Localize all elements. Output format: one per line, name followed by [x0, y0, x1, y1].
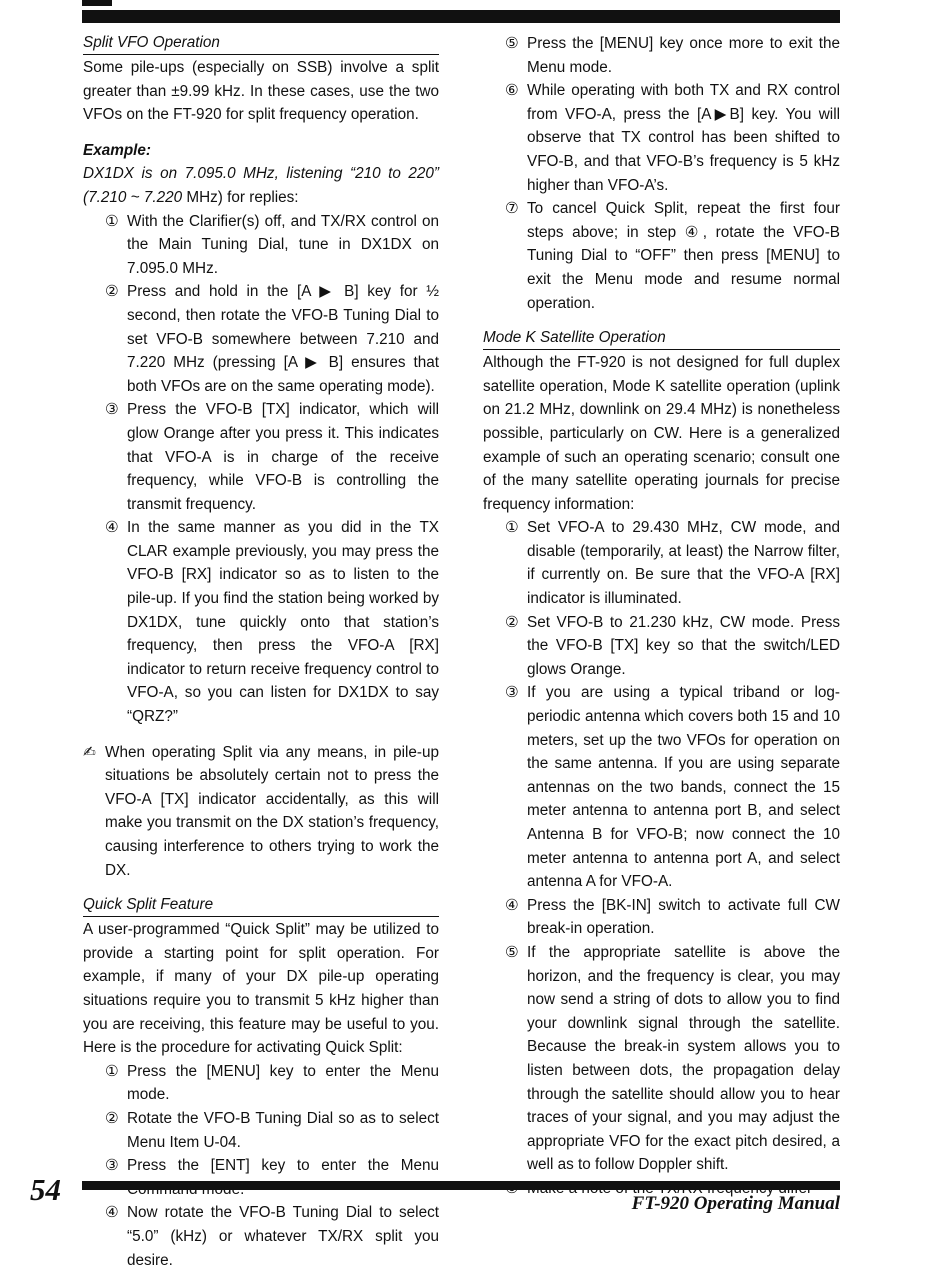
step-number: ④ — [105, 1204, 119, 1222]
step-text: Press the [ENT] key to enter the Menu — [127, 1157, 439, 1175]
footer-rule — [82, 1181, 840, 1190]
example-tail: MHz) for replies: — [182, 188, 299, 206]
step-text: While operating with both TX and RX control from VFO-A, press the [A▶B] key. You will observe that TX control has been shifted to VFO-B, and that VFO-B’s frequency is 5 kHz higher than VFO-A’s. — [527, 82, 840, 194]
mode-k-intro: Although the FT-920 is not designed for full duplex satellite operation, Mode K satellite operation (uplink on 21.2 MHz, downlink on 29.4 MHz) is nonetheless possible, particularly on CW. Here is a generalized example of such an operating scenario; consult one of the many satellite operating journals for precise frequency information: — [483, 354, 840, 513]
step-text: Press the [MENU] key to enter the Menu mode. — [127, 1062, 439, 1104]
list-item — [105, 398, 439, 516]
step-text: To cancel Quick Split, repeat the first four steps above; in step ④, rotate the VFO-B Tuning Dial to “OFF” then press [MENU] to exit the Menu mode and resume normal operation. — [527, 200, 840, 312]
list-item — [505, 79, 840, 197]
step-text: Press and hold in the [A ▶ B] key for ½ second, then rotate the VFO-B Tuning Dial to set VFO-B somewhere between 7.210 and 7.220 MHz (pressing [A ▶ B] ensures that both VFOs are on the same operating mode). — [127, 283, 439, 395]
step-text: Set VFO-A to 29.430 MHz, CW mode, and disable (temporarily, at least) the Narrow filter, if currently on. Be sure that the VFO-A [RX] indicator is illuminated. — [527, 519, 840, 608]
note-text: When operating Split via any means, in pile-up situations be absolutely certain not to press the VFO-A [TX] indicator accidentally, as this will make you transmit on the DX station’s frequency, causing interference to others trying to work the DX. — [105, 743, 439, 879]
step-text: Press the [BK-IN] switch to activate full CW break-in operation. — [527, 896, 840, 938]
right-column — [483, 32, 840, 1201]
step-number: ② — [505, 613, 519, 631]
example-text — [83, 162, 439, 209]
step-number: ⑤ — [505, 943, 519, 961]
example-italic: DX1DX is on 7.095.0 MHz, listening “210 to 220” (7.210 ~ 7.220 — [83, 165, 439, 206]
quick-split-heading: Quick Split Feature — [83, 894, 439, 917]
list-item — [105, 1154, 439, 1201]
list-item — [105, 1107, 439, 1154]
split-note — [83, 741, 439, 883]
split-vfo-heading: Split VFO Operation — [83, 32, 439, 55]
step-number: ② — [105, 1109, 119, 1127]
step-number: ① — [505, 519, 519, 537]
step-text: Press the [MENU] key once more to exit the Menu mode. — [527, 35, 840, 76]
split-vfo-intro: Some pile-ups (especially on SSB) involve a split greater than ±9.99 kHz. In these cases, use the two VFOs on the FT-920 for split frequency operation. — [83, 59, 439, 124]
step-text: With the Clarifier(s) off, and TX/RX control on the Main Tuning Dial, tune in DX1DX on 7.095.0 MHz. — [127, 212, 439, 277]
example-label: Example: — [83, 141, 152, 159]
step-text: If the appropriate satellite is above the horizon, and the frequency is clear, you may now send a string of dots to allow you to find your downlink signal through the satellite. Because the break-in system allows you to listen between dots, the propagation delay through the satellite should allow you to hear traces of your signal, and you may adjust the appropriate VFO for the exact pitch desired, a well as to follow Doppler shift. — [527, 943, 840, 1174]
step-number: ⑥ — [505, 82, 519, 100]
left-column — [83, 32, 439, 1272]
step-number: ④ — [105, 519, 119, 537]
step-text: Press the VFO-B [TX] indicator, which will glow Orange after you press it. This indicates that VFO-A is in charge of the receive frequency, while VFO-B is controlling the transmit frequency. — [127, 401, 439, 513]
quick-split-steps — [83, 1060, 439, 1272]
step-number: ⑤ — [505, 35, 519, 52]
step-number: ② — [105, 283, 119, 301]
step-text: Rotate the VFO-B Tuning Dial so as to select Menu Item U-04. — [127, 1109, 439, 1151]
header-rule — [82, 10, 840, 23]
page-number: 54 — [30, 1172, 61, 1207]
list-item — [505, 197, 840, 315]
split-steps — [83, 210, 439, 729]
step-number: ① — [105, 212, 119, 230]
list-item — [505, 516, 840, 610]
step-text: If you are using a typical triband or log-periodic antenna which covers both 15 and 10 meters, set up the two VFOs for operation on the same antenna. If you are using separate antennas on the two bands, connect the 15 meter antenna to antenna port B, and select Antenna B for VFO-B; now connect the 10 meter antenna to antenna port A, and select antenna A for VFO-A. — [527, 684, 840, 891]
step-number: ① — [105, 1062, 119, 1080]
list-item — [105, 516, 439, 728]
list-item — [505, 941, 840, 1177]
step-number: ③ — [105, 1157, 119, 1175]
pencil-icon: ✍ — [83, 743, 96, 761]
list-item — [505, 32, 840, 79]
step-number: ④ — [505, 896, 519, 914]
quick-split-intro: A user-programmed “Quick Split” may be utilized to provide a starting point for split operation. For example, if many of your DX pile-up operating situations require you to transmit 5 kHz higher than you are receiving, this feature may be useful to you. Here is the procedure for activating Quick Split: — [83, 921, 439, 1057]
list-item — [105, 1060, 439, 1107]
step-number: ③ — [505, 684, 519, 702]
header-glyph — [82, 0, 112, 6]
list-item — [105, 210, 439, 281]
mode-k-heading: Mode K Satellite Operation — [483, 327, 840, 350]
step-number: ⑦ — [505, 200, 519, 218]
mode-k-steps — [483, 516, 840, 1200]
step-text: In the same manner as you did in the TX CLAR example previously, you may press the VFO-B [RX] indicator so as to listen to the pile-up. If you find the station being worked by DX1DX, tune quickly onto that station’s frequency, then press the VFO-A [RX] indicator to return receive frequency control to VFO-A, so you can listen for DX1DX to say “QRZ?” — [127, 519, 439, 726]
list-item — [505, 894, 840, 941]
list-item — [105, 280, 439, 398]
quick-split-steps-cont — [483, 32, 840, 315]
step-text: Set VFO-B to 21.230 kHz, CW mode. Press the VFO-B [TX] key so that the switch/LED glows Orange. — [527, 613, 840, 678]
step-number: ③ — [105, 401, 119, 419]
list-item — [505, 611, 840, 682]
manual-title: FT-920 Operating Manual — [631, 1193, 840, 1214]
step-text: Now rotate the VFO-B Tuning Dial to select “5.0” (kHz) or whatever TX/RX split you desire. — [127, 1204, 439, 1269]
list-item — [505, 681, 840, 893]
